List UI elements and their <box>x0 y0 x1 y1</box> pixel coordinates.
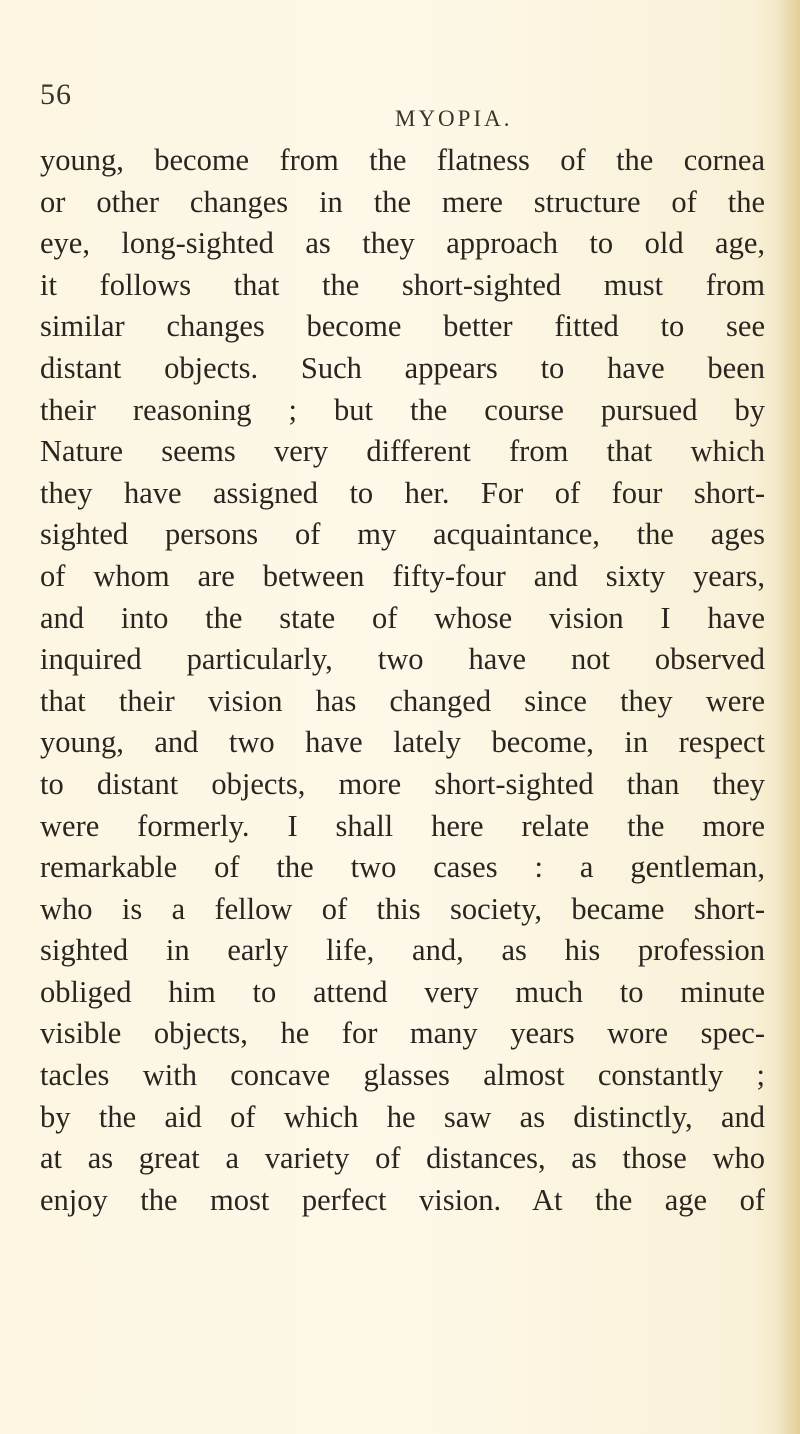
text-line: remarkable of the two cases : a gentleman, <box>40 850 765 885</box>
text-line: that their vision has changed since they were <box>40 683 765 718</box>
text-line: they have assigned to her. For of four short- <box>40 475 765 510</box>
text-line: sighted persons of my acquaintance, the ages <box>40 517 765 552</box>
text-line: Nature seems very different from that which <box>40 434 765 469</box>
text-line: of whom are between fifty-four and sixty years, <box>40 558 765 593</box>
text-line: young, and two have lately become, in respect <box>40 725 765 760</box>
text-line: inquired particularly, two have not observed <box>40 642 765 677</box>
text-line: who is a fellow of this society, became short- <box>40 891 765 926</box>
text-line: visible objects, he for many years wore spec- <box>40 1016 765 1051</box>
text-line: it follows that the short-sighted must from <box>40 267 765 302</box>
text-line: were formerly. I shall here relate the more <box>40 808 765 843</box>
body-text <box>40 140 765 1221</box>
text-line: eye, long-sighted as they approach to old age, <box>40 226 765 261</box>
text-line: distant objects. Such appears to have been <box>40 350 765 385</box>
page-header <box>0 78 800 138</box>
text-line: and into the state of whose vision I have <box>40 600 765 635</box>
text-line: obliged him to attend very much to minute <box>40 974 765 1009</box>
text-line: similar changes become better fitted to see <box>40 309 765 344</box>
text-line: to distant objects, more short-sighted than they <box>40 766 765 801</box>
text-line: enjoy the most perfect vision. At the age of <box>40 1182 765 1217</box>
page-edge-shadow <box>778 0 800 1434</box>
text-line: their reasoning ; but the course pursued by <box>40 392 765 427</box>
page-number: 56 <box>40 78 72 111</box>
running-title: MYOPIA. <box>395 106 513 131</box>
text-line: at as great a variety of distances, as those who <box>40 1141 765 1176</box>
text-line: or other changes in the mere structure of the <box>40 184 765 219</box>
text-line: sighted in early life, and, as his profession <box>40 933 765 968</box>
text-line: tacles with concave glasses almost constantly ; <box>40 1058 765 1093</box>
text-line: young, become from the flatness of the cornea <box>40 143 765 177</box>
text-line: by the aid of which he saw as distinctly, and <box>40 1099 765 1134</box>
